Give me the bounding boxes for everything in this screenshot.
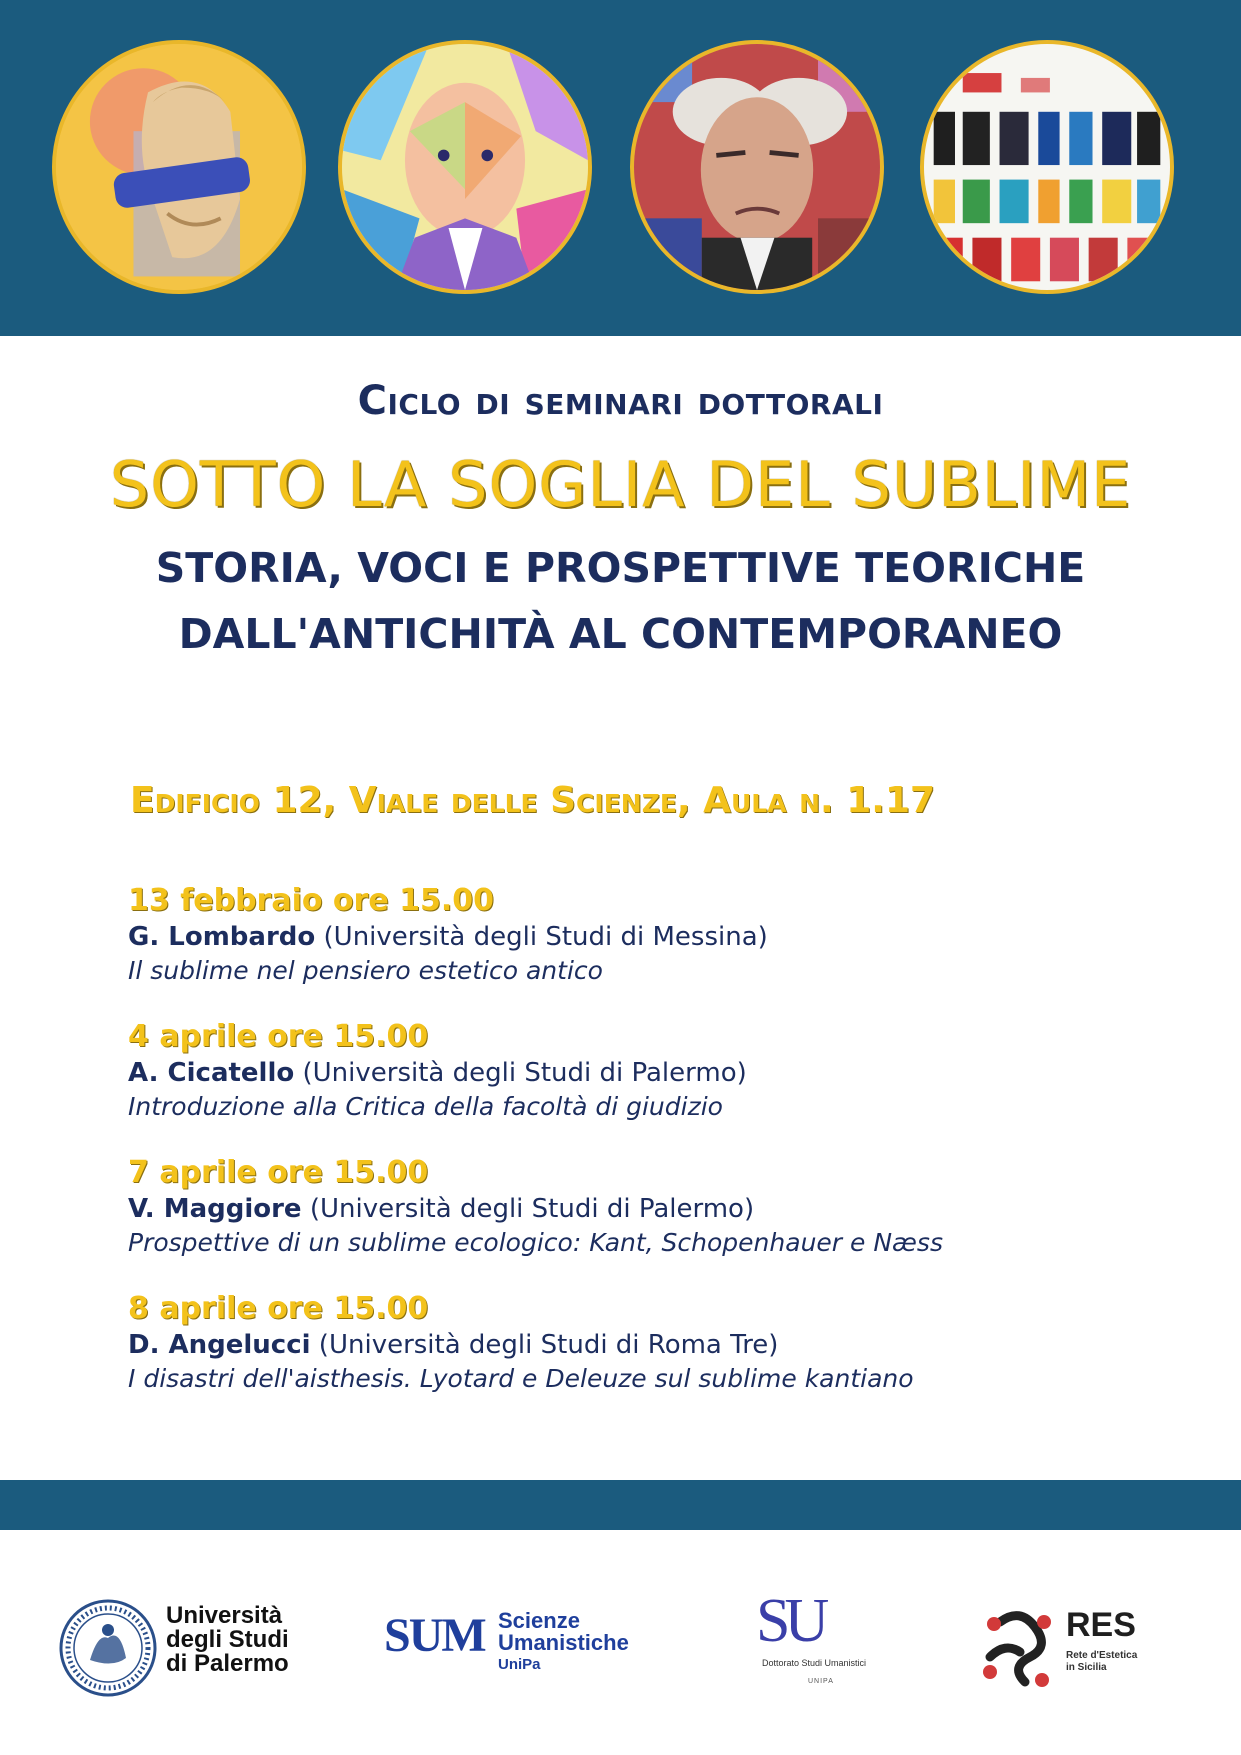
unipa-seal-icon bbox=[58, 1598, 158, 1698]
speaker-affiliation: (Università degli Studi di Palermo) bbox=[301, 1194, 755, 1224]
subtitle-line-2: DALL'ANTICHITÀ AL CONTEMPORANEO bbox=[178, 610, 1063, 658]
footer-band bbox=[0, 1480, 1241, 1530]
kant-portrait-image bbox=[338, 40, 592, 294]
event-item bbox=[128, 882, 1178, 988]
subtitle bbox=[0, 535, 1241, 667]
event-item bbox=[128, 1018, 1178, 1124]
event-speaker bbox=[128, 1056, 1178, 1090]
res-name: RES bbox=[1066, 1606, 1136, 1644]
speaker-name: V. Maggiore bbox=[128, 1194, 302, 1224]
speaker-affiliation: (Università degli Studi di Messina) bbox=[315, 922, 768, 952]
talk-title: Prospettive di un sublime ecologico: Kant, Schopenhauer e Næss bbox=[128, 1228, 943, 1257]
su-mark: SU bbox=[756, 1587, 824, 1655]
subtitle-line-1: STORIA, VOCI E PROSPETTIVE TEORICHE bbox=[155, 544, 1086, 592]
sum-subtitle: UniPa bbox=[498, 1656, 541, 1673]
talk-title: Introduzione alla Critica della facoltà di giudizio bbox=[128, 1092, 723, 1121]
unipa-name bbox=[166, 1604, 289, 1676]
sum-name bbox=[498, 1610, 629, 1654]
unipa-line-1: Università bbox=[166, 1602, 283, 1629]
venue-location: Edificio 12, Viale delle Scienze, Aula n. 1.17 bbox=[130, 780, 936, 821]
talk-title: I disastri dell'aisthesis. Lyotard e Deleuze sul sublime kantiano bbox=[128, 1364, 914, 1393]
sum-line-2: Umanistiche bbox=[498, 1630, 629, 1655]
event-speaker bbox=[128, 1328, 1178, 1362]
event-item bbox=[128, 1154, 1178, 1260]
event-date: 4 aprile ore 15.00 bbox=[128, 1019, 429, 1054]
series-kicker: Ciclo di seminari dottorali bbox=[357, 378, 884, 424]
partner-logos bbox=[0, 1580, 1241, 1710]
sum-line-1: Scienze bbox=[498, 1608, 580, 1633]
sum-mark: SUM bbox=[384, 1609, 485, 1662]
speaker-name: G. Lombardo bbox=[128, 922, 316, 952]
talk-title: Il sublime nel pensiero estetico antico bbox=[128, 956, 603, 985]
event-speaker bbox=[128, 1192, 1178, 1226]
event-speaker bbox=[128, 920, 1178, 954]
abstract-color-blocks-image bbox=[920, 40, 1174, 294]
header-band bbox=[0, 0, 1241, 336]
speaker-name: A. Cicatello bbox=[128, 1058, 295, 1088]
su-caption: Dottorato Studi Umanistici bbox=[762, 1658, 867, 1668]
speaker-name: D. Angelucci bbox=[128, 1330, 311, 1360]
speaker-affiliation: (Università degli Studi di Roma Tre) bbox=[310, 1330, 779, 1360]
event-date: 8 aprile ore 15.00 bbox=[128, 1291, 429, 1326]
unipa-line-3: di Palermo bbox=[166, 1650, 289, 1677]
heading-block bbox=[0, 360, 1241, 667]
seminar-schedule bbox=[128, 882, 1178, 1426]
schopenhauer-portrait-image bbox=[630, 40, 884, 294]
su-foot: UNIPA bbox=[808, 1678, 834, 1685]
event-item bbox=[128, 1290, 1178, 1396]
main-title: SOTTO LA SOGLIA DEL SUBLIME bbox=[109, 448, 1132, 521]
res-subtitle: Rete d'Estetica in Sicilia bbox=[1066, 1650, 1138, 1673]
speaker-affiliation: (Università degli Studi di Palermo) bbox=[294, 1058, 747, 1088]
unipa-line-2: degli Studi bbox=[166, 1626, 289, 1653]
event-date: 7 aprile ore 15.00 bbox=[128, 1155, 429, 1190]
classical-statue-image bbox=[52, 40, 306, 294]
res-network-icon bbox=[980, 1602, 1056, 1692]
event-date: 13 febbraio ore 15.00 bbox=[128, 883, 495, 918]
